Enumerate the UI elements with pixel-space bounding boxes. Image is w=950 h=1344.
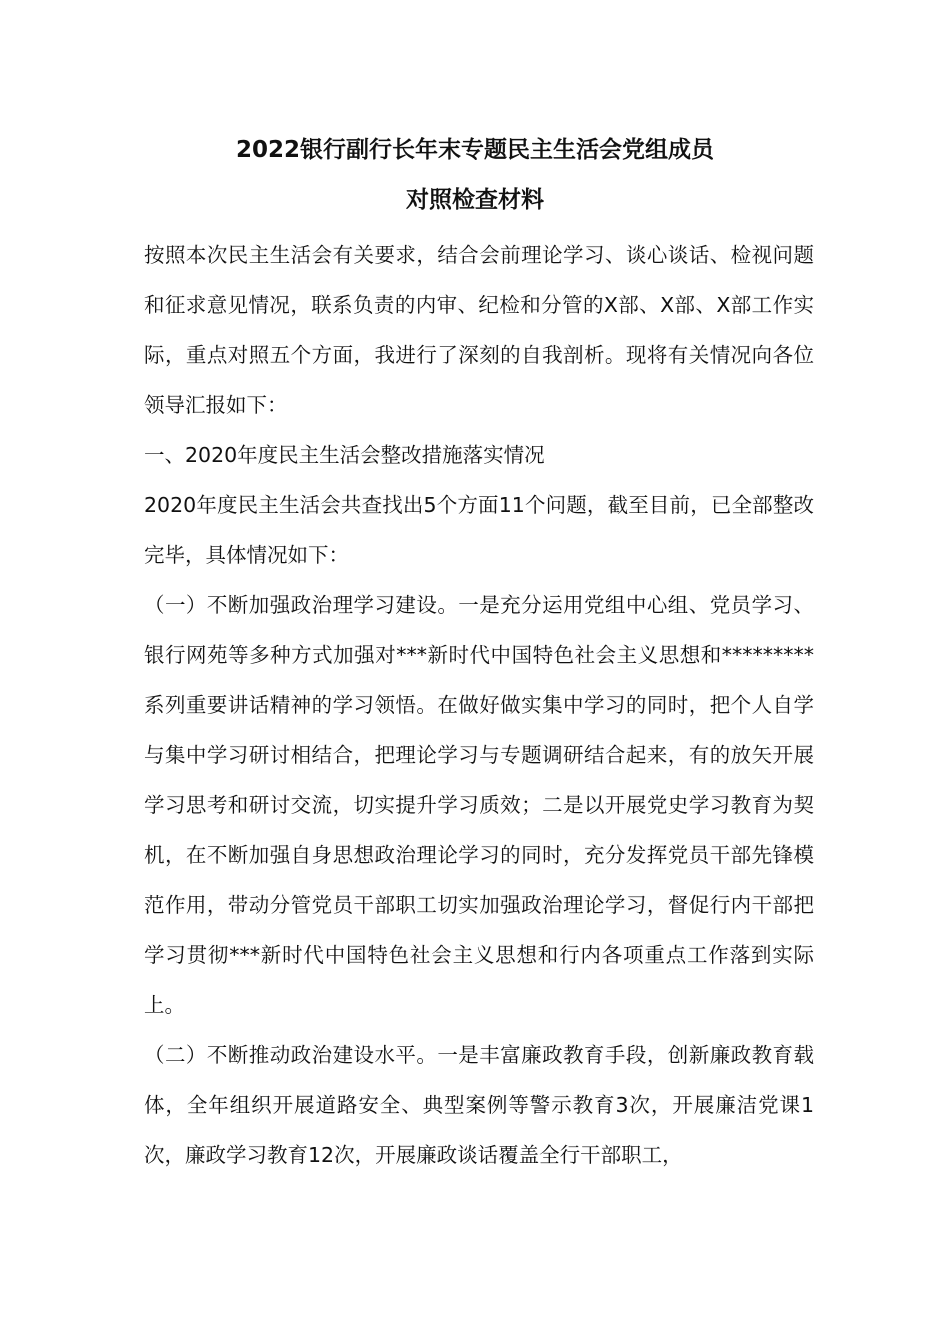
paragraph-summary: 2020年度民主生活会共查找出5个方面11个问题，截至目前，已全部整改完毕，具体情况如下： <box>144 493 814 567</box>
document-body <box>144 230 814 1180</box>
document-title-line-2: 对照检查材料 <box>406 187 544 213</box>
document-title-line-1: 2022银行副行长年末专题民主生活会党组成员 <box>235 137 714 163</box>
section-heading-1: 一、2020年度民主生活会整改措施落实情况 <box>144 443 545 467</box>
paragraph-item-2: （二）不断推动政治建设水平。一是丰富廉政教育手段，创新廉政教育载体，全年组织开展道路安全、典型案例等警示教育3次，开展廉洁党课1次，廉政学习教育12次，开展廉政谈话覆盖全行干部职工， <box>144 1043 814 1167</box>
paragraph-intro: 按照本次民主生活会有关要求，结合会前理论学习、谈心谈话、检视问题和征求意见情况，联系负责的内审、纪检和分管的X部、X部、X部工作实际，重点对照五个方面，我进行了深刻的自我剖析。现将有关情况向各位领导汇报如下： <box>144 243 814 417</box>
paragraph-item-1: （一）不断加强政治理学习建设。一是充分运用党组中心组、党员学习、银行网苑等多种方式加强对***新时代中国特色社会主义思想和*********系列重要讲话精神的学习领悟。在做好做实集中学习的同时，把个人自学与集中学习研讨相结合，把理论学习与专题调研结合起来，有的放矢开展学习思考和研讨交流，切实提升学习质效；二是以开展党史学习教育为契机，在不断加强自身思想政治理论学习的同时，充分发挥党员干部先锋模范作用，带动分管党员干部职工切实加强政治理论学习，督促行内干部把学习贯彻***新时代中国特色社会主义思想和行内各项重点工作落到实际上。 <box>144 593 814 1017</box>
